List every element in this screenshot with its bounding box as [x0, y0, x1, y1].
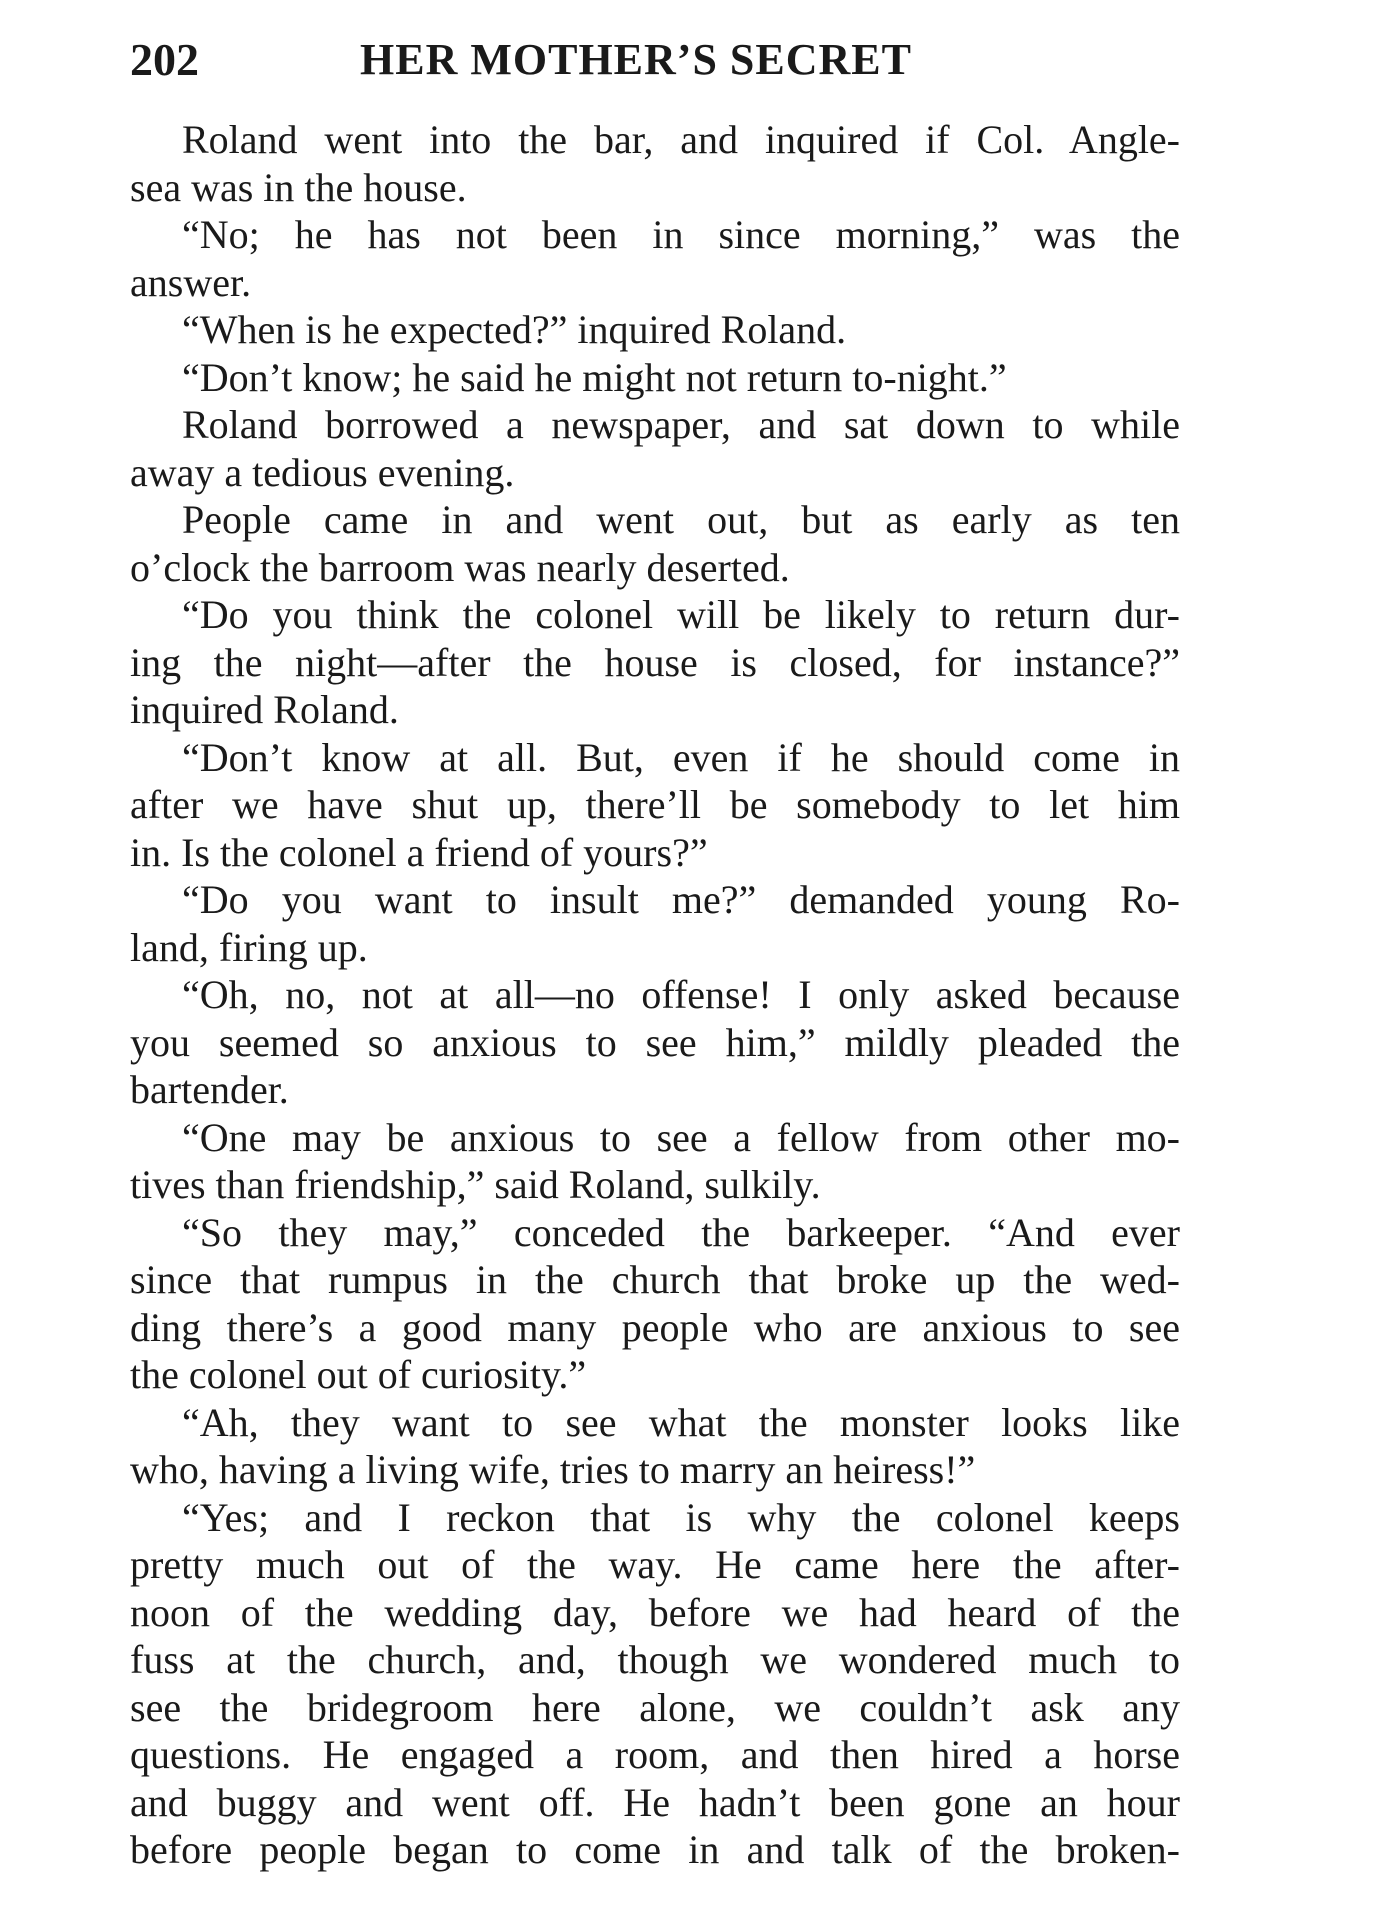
text-line: away a tedious evening. [130, 449, 515, 495]
text-line: who, having a living wife, tries to marry an heiress!” [130, 1447, 976, 1492]
text-line: “No; he has not been in since morning,” was the [182, 212, 1180, 257]
text-line: o’clock the barroom was nearly deserted. [130, 544, 790, 590]
text-line: ing the night—after the house is closed, for instance?” [130, 639, 1180, 685]
text-line: and buggy and went off. He hadn’t been gone an hour [130, 1779, 1180, 1825]
page-number: 202 [130, 34, 199, 85]
book-title: HER MOTHER’S SECRET [360, 35, 912, 84]
text-line: “So they may,” conceded the barkeeper. “And ever [182, 1209, 1180, 1255]
text-line: bartender. [130, 1067, 289, 1112]
text-line: in. Is the colonel a friend of yours?” [130, 829, 708, 875]
text-line: “Ah, they want to see what the monster looks like [182, 1399, 1180, 1445]
text-line: ding there’s a good many people who are anxious to see [130, 1304, 1180, 1350]
text-line: questions. He engaged a room, and then hired a horse [130, 1732, 1180, 1777]
text-line: “Do you think the colonel will be likely to return dur- [182, 592, 1180, 637]
running-head [130, 30, 1180, 90]
text-line: the colonel out of curiosity.” [130, 1352, 587, 1397]
text-line: tives than friendship,” said Roland, sulkily. [130, 1162, 821, 1207]
text-line: “Don’t know; he said he might not return to-night.” [182, 354, 1007, 400]
text-line: since that rumpus in the church that broke up the wed- [130, 1257, 1180, 1302]
text-line: answer. [130, 259, 252, 305]
text-line: “One may be anxious to see a fellow from other mo- [182, 1114, 1180, 1160]
text-line: People came in and went out, but as early as ten [182, 497, 1180, 542]
text-line: fuss at the church, and, though we wondered much to [130, 1637, 1180, 1682]
body-text [130, 116, 1180, 1874]
text-line: see the bridegroom here alone, we couldn’t ask any [130, 1684, 1180, 1730]
text-line: noon of the wedding day, before we had heard of the [130, 1589, 1180, 1635]
text-line: pretty much out of the way. He came here the after- [130, 1542, 1180, 1587]
text-line: “Do you want to insult me?” demanded young Ro- [182, 877, 1180, 922]
text-line: sea was in the house. [130, 164, 467, 210]
text-line: after we have shut up, there’ll be somebody to let him [130, 782, 1180, 827]
text-line: “When is he expected?” inquired Roland. [182, 307, 847, 352]
text-line: “Yes; and I reckon that is why the colonel keeps [182, 1494, 1180, 1540]
text-line: you seemed so anxious to see him,” mildly pleaded the [130, 1019, 1180, 1065]
text-line: “Oh, no, not at all—no offense! I only asked because [182, 972, 1180, 1017]
text-line: inquired Roland. [130, 687, 399, 732]
text-line: Roland went into the bar, and inquired if Col. Angle- [182, 117, 1180, 162]
text-line: Roland borrowed a newspaper, and sat down to while [182, 402, 1180, 447]
text-line: land, firing up. [130, 924, 368, 970]
text-line: “Don’t know at all. But, even if he should come in [182, 734, 1180, 780]
text-line: before people began to come in and talk of the broken- [130, 1827, 1180, 1872]
